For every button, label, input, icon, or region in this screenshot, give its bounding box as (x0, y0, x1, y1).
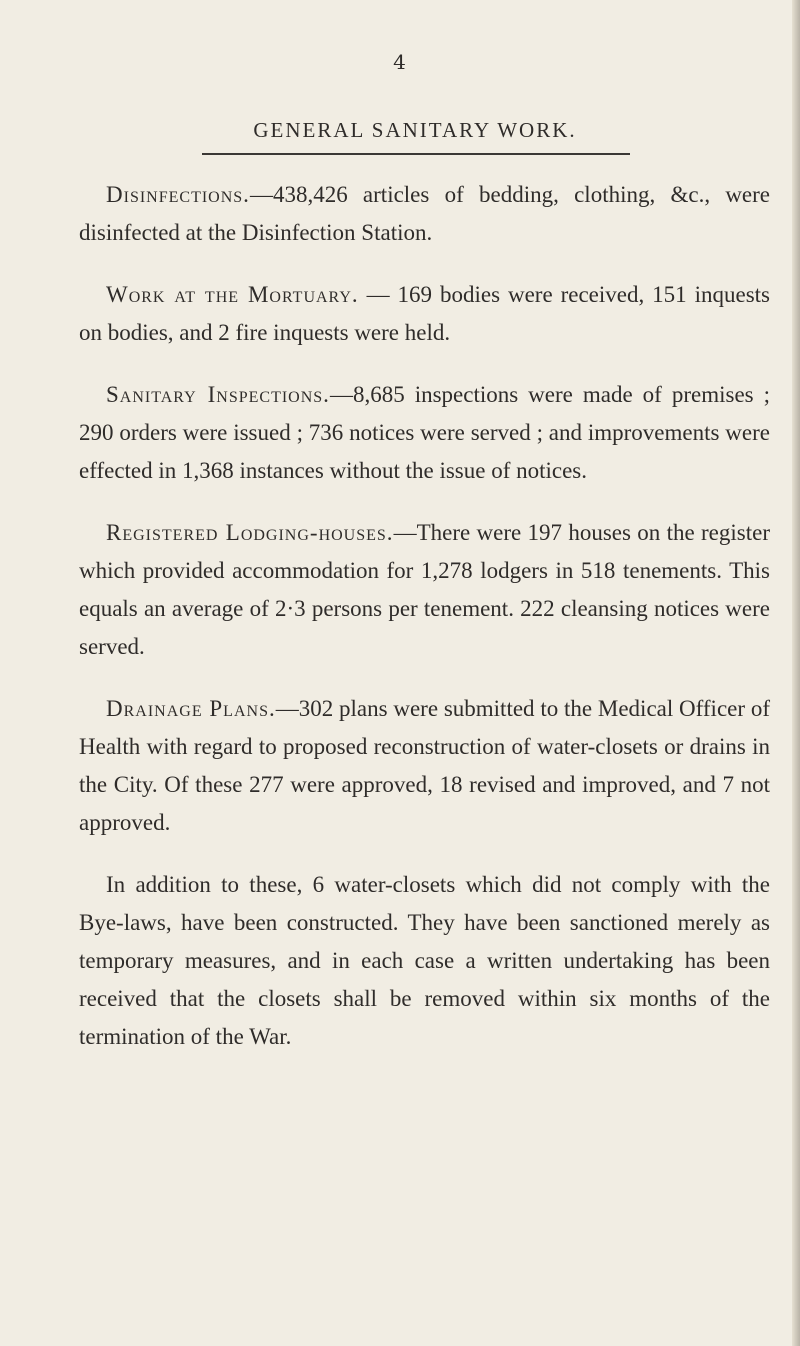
title-underline (202, 153, 630, 155)
paragraph-body: — 169 bodies were received, 151 inquests on bodies, and 2 fire inquests were held. (79, 282, 770, 345)
paragraph-heading: Disinfections. (106, 182, 250, 207)
paragraph-body: —There were 197 houses on the register which provided accommodation for 1,278 lodgers in 518 tenements. This equals an average of 2·3 persons per tenement. 222 cleansing notices were served. (79, 520, 770, 659)
paragraph-heading: Registered Lodging-houses. (106, 520, 394, 545)
paragraph-drainage-plans (79, 690, 770, 842)
paragraph-body: —302 plans were submitted to the Medical Officer of Health with regard to proposed reconstruction of water-closets or drains in the City. Of these 277 were approved, 18 revised and improved, and 7 not approved. (79, 696, 770, 835)
paragraph-heading: Drainage Plans. (106, 696, 276, 721)
paragraph-disinfections (79, 176, 770, 252)
paragraph-body: —8,685 inspections were made of premises ; 290 orders were issued ; 736 notices were served ; and improvements were effected in 1,368 instances without the issue of notices. (79, 382, 770, 483)
page-number: 4 (393, 50, 407, 74)
paragraph-heading: Sanitary Inspections. (106, 382, 330, 407)
paragraph-body: —438,426 articles of bedding, clothing, &c., were disinfected at the Disinfection Station. (79, 182, 770, 245)
page-edge (792, 0, 800, 1346)
paragraph-heading: Work at the Mortuary. (106, 282, 359, 307)
paragraph-mortuary (79, 276, 770, 352)
body-text (79, 176, 770, 1080)
section-title: GENERAL SANITARY WORK. (253, 118, 577, 142)
paragraph-sanitary-inspections (79, 376, 770, 490)
paragraph-body: In addition to these, 6 water-closets which did not comply with the Bye-laws, have been constructed. They have been sanctioned merely as temporary measures, and in each case a written undertaking has been received that the closets shall be removed within six months of the termination of the War. (79, 872, 770, 1049)
paragraph-additional-closets (79, 866, 770, 1056)
paragraph-lodging-houses (79, 514, 770, 666)
